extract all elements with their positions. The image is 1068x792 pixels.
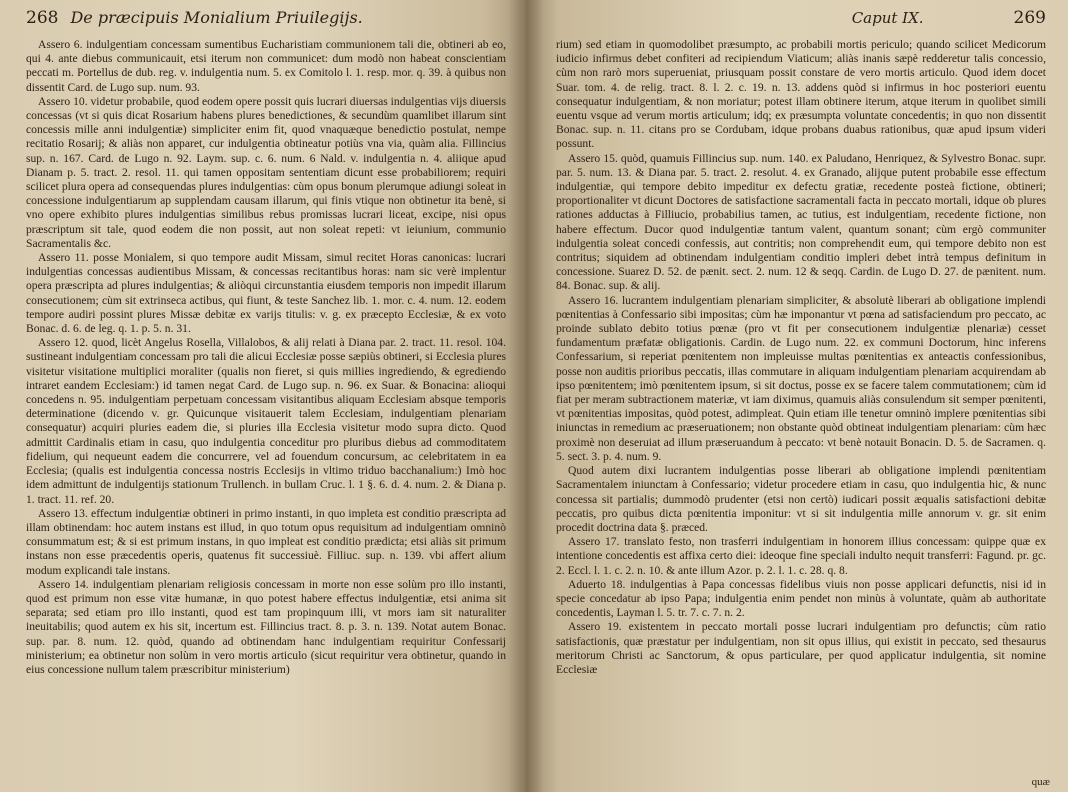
left-running-title: De præcipuis Monialium Priuilegijs. (70, 8, 363, 27)
paragraph: Assero 14. indulgentiam plenariam religiosis concessam in morte non esse solùm pro illo instanti, quod est primum non esse vitæ humanæ, in quo potest habere effectus indulgentiæ, etsi anima sit separata; sed etiam pro illo instanti, quod est tam propinquum illi, vt mors iam sit naturaliter ineuitabilis; quod autem ex his sit, incertum est. Fillincius tract. 8. p. 3. n. 139. Notat autem Bonac. sup. par. 8. num. 12. quòd, quando ad obtinendam hanc indulgentiam requiritur Confessarij ministerium; ea obtinetur non solùm in vero mortis articulo (sicut requiritur vera obtinetur, quando in eius concessione nullum talem præscribitur ministerium) (26, 577, 506, 676)
right-page-body (556, 38, 1046, 677)
right-page-header (556, 8, 1046, 38)
paragraph: Assero 19. existentem in peccato mortali posse lucrari indulgentiam pro defunctis; cùm ratio satisfactionis, quæ præstatur per indulgentiam, non sit opus illius, qui existit in peccato, sed thesaurus meritorum Christi ac Sanctorum, & opus particulare, per quod applicatur indulgentia, sit nomine Ecclesiæ (556, 620, 1046, 676)
paragraph: Assero 6. indulgentiam concessam sumentibus Eucharistiam communionem tali die, obtineri ab eo, qui 4. ante diebus communicauit, etsi iterum non communicet: dum modò non habeat conscientiam peccati m. Portellus de dub. reg. v. indulgentia num. 5. ex Comitolo l. 1. resp. mor. q. 39. à quibus non dissentit Card. de Lugo sup. num. 93. (26, 38, 506, 94)
paragraph: Quod autem dixi lucrantem indulgentias posse liberari ab obligatione implendi pœnitentiam Sacramentalem iniunctam à Confessario; videtur procedere etiam in casu, quo indulgentia hic, & nunc concessa sit partialis; dummodò prudenter (etsi non certò) iudicari possit æqualis satisfactioni debitæ peccatis, pro quibus dicta pœnitentia imponitur: vt si sit indulgentia mille annorum v. gr. sit enim procedit doctrina data §. præced. (556, 464, 1046, 534)
paragraph: Assero 11. posse Monialem, si quo tempore audit Missam, simul recitet Horas canonicas: lucrari indulgentias concessas audientibus Missam, & concessas recitantibus horas: nam sic verè implentur opera præscripta ad plures indulgentias; & aliòqui circunstantia eiusdem temporis non impedit illarum consecutionem; cùm sit extrinseca actibus, qui fiunt, & teste Sanchez lib. 1. mor. c. 4. num. 12. eodem tempore audiri possint plures Missæ debitæ ex varijs titulis: v. g. ex præcepto Ecclesiæ, & ex voto Bonac. d. 6. de leg. q. 1. p. 5. n. 31. (26, 251, 506, 336)
left-page-header (26, 8, 506, 38)
right-running-title: Caput IX. (851, 9, 924, 27)
left-page-body (26, 38, 506, 677)
catchword: quæ (1031, 776, 1050, 788)
left-page (0, 0, 526, 792)
paragraph: Assero 13. effectum indulgentiæ obtineri in primo instanti, in quo impleta est conditio præscripta ad illam obtinendam: hoc autem instans est illud, in quo totum opus requisitum ad indulgentiam omninò consummatum est; & si est primum instans, in quo impleat est conditio prædicta; etsi aliàs sit primum instans non esse præcedentis operis, quatenus fit successiuè. Filliuc. sup. n. 139. vbi affert alium modum explicandi tale instans. (26, 506, 506, 577)
paragraph: Assero 17. translato festo, non trasferri indulgentiam in honorem illius concessam: quippe quæ ex intentione concedentis est affixa certo diei: ideoque fine speciali indulto nequit transferri: Fagund. pr. gc. 2. Eccl. l. 1. c. 2. n. 10. & ante illum Azor. p. 2. l. 1. c. 28. q. 8. (556, 535, 1046, 577)
paragraph: Assero 16. lucrantem indulgentiam plenariam simpliciter, & absolutè liberari ab obligatione implendi pœnitentias à Confessario sibi impositas; cùm hæ imponantur vt pœna ad satisfaciendum pro peccato, ac proinde sublato debito totius pœnæ (pro vt fit per consecutionem indulgentiæ plenariæ) cesset fundamentum præfatæ obligationis. Cardin. de Lugo num. 22. ex communi Doctorum, hinc inferens Confessarium, si reperiat pœnitentem non impleuisse multas pœnitentias ex anteactis confessionibus, posse non auditis prioribus peccatis, illas commutare in aliquam indulgentiam plenariam acquirendam ab ipso pœnitentem; imò pœnitentem ipsum, si sit doctus, posse ex se facere talem commutationem; cùm id fiat per meram subtractionem materiæ, vt iam diximus, quamuis aliàs consulendum sit semper pœnitenti, vt pœnitentias impositas, quòd potest, adimpleat. Quin etiam ille tenetur omninò implere pœnitentias sibi iniunctas in remedium ac præseruationem; non obstante quòd obtineat indulgentiam plenariam: cùm hæc proximè non deseruiat ad illum præseruandum à peccato: vt benè notauit Bonacin. D. 5. de Sacramen. q. 5. sect. 3. p. 4. num. 9. (556, 293, 1046, 463)
paragraph: Assero 15. quòd, quamuis Fillincius sup. num. 140. ex Paludano, Henriquez, & Sylvestro Bonac. supr. par. 5. num. 13. & Diana par. 5. tract. 2. resolut. 4. ex Granado, alijque putent probabile esse effectum indulgentiæ, qui tempore debito impeditur ex defectu gratiæ, recedente posteà fictione, obtineri; proportionaliter vt dicunt Doctores de satisfactione sacramentali facta in peccato mortali, idque ob plures rationes adductas à Filliucio, probabilius tamen, ac tutius, est indulgentiam, recedente fictione, non habere effectum. Ducor quod indulgentiæ tantum valent, quantum sonant; cùm ergò communiter indulgentia soleat concedi confessis, aut contritis; non comprehendit eum, qui tempore debito non est contritus; siquidem ad obtinendam indulgentiam conditio impleri debet intrà tempus definitum in concessione. Suarez D. 52. de pænit. sect. 2. num. 12 & seqq. Cardin. de Lugo D. 27. de pænitent. num. 84. Bonac. sup. & alij. (556, 151, 1046, 293)
right-page-number: 269 (1013, 8, 1046, 28)
left-page-number: 268 (26, 8, 59, 28)
paragraph: Assero 12. quod, licèt Angelus Rosella, Villalobos, & alij relati à Diana par. 2. tract. 11. resol. 104. sustineant indulgentiam concessam pro tali die alicui Ecclesiæ posse sæpiùs obtineri, si Ecclesia plures visitetur visitatione multiplici moraliter (qualis non fieret, si quis millies ingrediendo, & egrediendo intraret eandem Ecclesiam:) id tamen negat Card. de Lugo sup. n. 96. ex Suar. & Bonacina: alioqui concedens n. 95. indulgentiam perpetuam concessam visitantibus aliquam Ecclesiam absque temporis determinatione (dicendo v. gr. Quicunque visitauerit talem Ecclesiam, indulgentiam plenariam consequatur) acquiri pluries eadem die, si pluries illa Ecclesia visitetur modo supra dicto. Quod admittit Cardinalis etiam in casu, quo indulgentia conceditur pro pluribus diebus ad commoditatem fidelium, qui nequeunt eadem die concurrere, vel ad fouendum concursum, ac celebritatem in ea Ecclesia; (qualis est indulgentia concessa nostris Ecclesijs in vltimo triduo bacchanalium:) Imò hoc idem admittunt de indulgentijs stationum Trullench. in bullam Cruc. l. 1 §. 6. d. 4. num. 2. & Diana p. 1. tract. 11. ref. 20. (26, 336, 506, 506)
paragraph: Assero 10. videtur probabile, quod eodem opere possit quis lucrari diuersas indulgentias vijs diuersis concessas (vt si quis dicat Rosarium habens plures benedictiones, & secundùm quamlibet illarum sint concessis mille anni indulgentiæ) simpliciter enim fit, quod vnaquæque benedictio postulat, nempe recitatio Rosarij; & aliàs non apparet, cur indulgentia obtineatur potiùs vna via, quàm alia. Fillincius sup. n. 167. Card. de Lugo n. 92. Laym. sup. c. 6. num. 6 Nald. v. indulgentia n. 4. aliique apud Dianam p. 5. tract. 2. resol. 11. qui tamen oppositam sententiam dicunt esse probabiliorem; requiri scilicet plura opera ad consequendas plures indulgentias: cùm opus bonum plerumque adiungi soleat in concessione indulgentiarum ap supplendam causam illarum, qui finis vtique non obtinetur ita benè, si vno opere exhibito plures indulgentias similibus rebus promissas lucrari liceat, excipe, nisi opus præscriptum sit tale, quod eodem die non possit, aut non soleat repeti: vt ieiunium, communio Sacramentalis &c. (26, 94, 506, 250)
paragraph: Aduerto 18. indulgentias à Papa concessas fidelibus viuis non posse applicari defunctis, nisi id in specie concedatur ab ipso Papa; indulgentia enim pendet non minùs à voluntate, quàm ab authoritate concedentis, Layman l. 5. tr. 7. c. 7. n. 2. (556, 577, 1046, 620)
paragraph: rium) sed etiam in quomodolibet præsumpto, ac probabili mortis periculo; quando scilicet Medicorum iudicio infirmus debet confiteri ad recipiendum Viaticum; aliàs inanis sæpè redderetur talis concessio, cùm non rarò mors superueniat, priusquam possit constare de vero mortis articulo. Quod idem docet Suar. tom. 4. de relig. tract. 8. l. 2. c. 19. n. 13. addens quòd si infirmus in hoc posteriori euentu consequatur indulgentiam, & non moriatur; potest illam obtinere iterum, atque iterum in quolibet simili euentu vsque ad verum mortis articulum; idq; ex præsumpta voluntate concedentis; in quo non dissentit Bonac. sup. n. 11. citans pro se Cordubam, idque probans duabus rationibus, quæ apud ipsum videri possunt. (556, 38, 1046, 151)
gutter-shadow (508, 0, 526, 792)
gutter-shadow (526, 0, 544, 792)
right-page (526, 0, 1068, 792)
